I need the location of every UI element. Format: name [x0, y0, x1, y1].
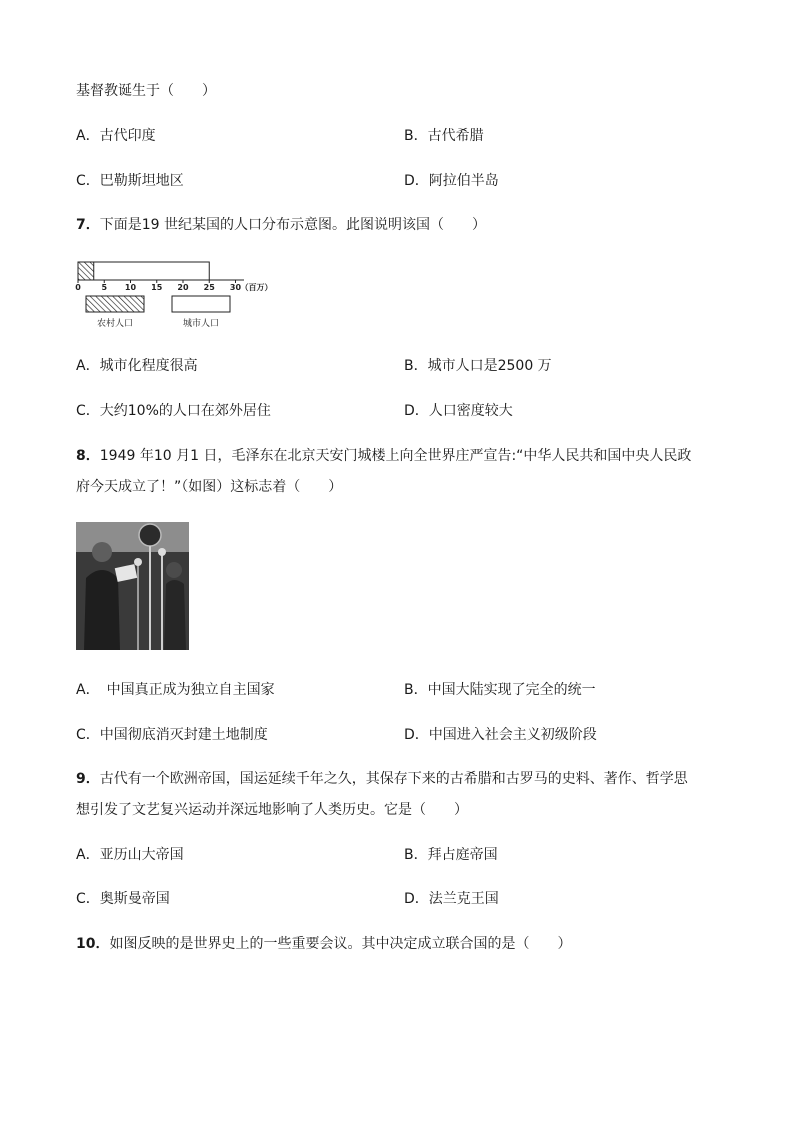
q8-option-a: A． 中国真正成为独立自主国家: [76, 682, 275, 698]
q9-option-a: A．亚历山大帝国: [76, 847, 184, 863]
q7-option-d: D．人口密度较大: [404, 403, 513, 419]
legend-rural-label: 农村人口: [96, 319, 134, 329]
microphone-icon: [139, 524, 161, 546]
figure-tick-label: 20: [177, 283, 189, 292]
q9-stem-line1: [76, 769, 688, 789]
q8-option-d: D．中国进入社会主义初级阶段: [404, 727, 597, 743]
q9-option-b: B．拜占庭帝国: [404, 847, 498, 863]
figure-tick-label: 25: [203, 283, 215, 292]
q7-option-c: C．大约10%的人口在郊外居住: [76, 403, 271, 419]
q9-stem-line2: 想引发了文艺复兴运动并深远地影响了人类历史。它是（ ）: [76, 802, 468, 818]
total-population-bar: [78, 262, 209, 280]
rural-population-bar: [78, 262, 94, 280]
figure-tick-label: 10: [124, 283, 137, 292]
figure-tick-label: 15: [151, 283, 163, 292]
q8-option-b: B．中国大陆实现了完全的统一: [404, 682, 596, 698]
q10-stem-text: 如图反映的是世界史上的一些重要会议。其中决定成立联合国的是（ ）: [109, 936, 572, 952]
q9-number: 9．: [76, 771, 100, 787]
q8-option-c: C．中国彻底消灭封建土地制度: [76, 727, 268, 743]
q7-option-a: A．城市化程度很高: [76, 358, 198, 374]
q8-stem-line1: [76, 446, 691, 466]
q6-option-b: B．古代希腊: [404, 128, 484, 144]
q7-stem: [76, 215, 486, 235]
figure-tick-label: 5: [101, 283, 108, 292]
figure-tick-label: 30: [229, 283, 242, 292]
figure-tick-label: 0: [75, 283, 81, 292]
population-distribution-figure: [72, 256, 282, 332]
q8-stem-line2: 府今天成立了！”（如图）这标志着（ ）: [76, 479, 343, 495]
q8-number: 8．: [76, 448, 100, 464]
q8-stem-text: 1949 年10 月1 日，毛泽东在北京天安门城楼上向全世界庄严宣告:“中华人民共和国中央人民政: [99, 448, 692, 464]
legend-urban-label: 城市人口: [182, 319, 220, 329]
q7-stem-text: 下面是19 世纪某国的人口分布示意图。此图说明该国（ ）: [99, 217, 487, 233]
founding-ceremony-photo: [76, 522, 189, 650]
figure-unit-label: （百万）: [240, 283, 273, 292]
q7-number: 7．: [76, 217, 100, 233]
q9-option-d: D．法兰克王国: [404, 891, 499, 907]
q10-number: 10．: [76, 936, 110, 952]
q6-option-d: D．阿拉伯半岛: [404, 173, 499, 189]
q10-stem: [76, 934, 571, 954]
legend-rural-swatch: [86, 296, 144, 312]
legend-urban-swatch: [172, 296, 230, 312]
q9-option-c: C．奥斯曼帝国: [76, 891, 170, 907]
q6-option-a: A．古代印度: [76, 128, 156, 144]
q6-stem: 基督教诞生于（ ）: [76, 83, 216, 99]
q7-option-b: B．城市人口是2500 万: [404, 358, 552, 374]
q9-stem-text: 古代有一个欧洲帝国，国运延续千年之久，其保存下来的古希腊和古罗马的史料、著作、哲学思: [99, 771, 688, 787]
q6-option-c: C．巴勒斯坦地区: [76, 173, 184, 189]
